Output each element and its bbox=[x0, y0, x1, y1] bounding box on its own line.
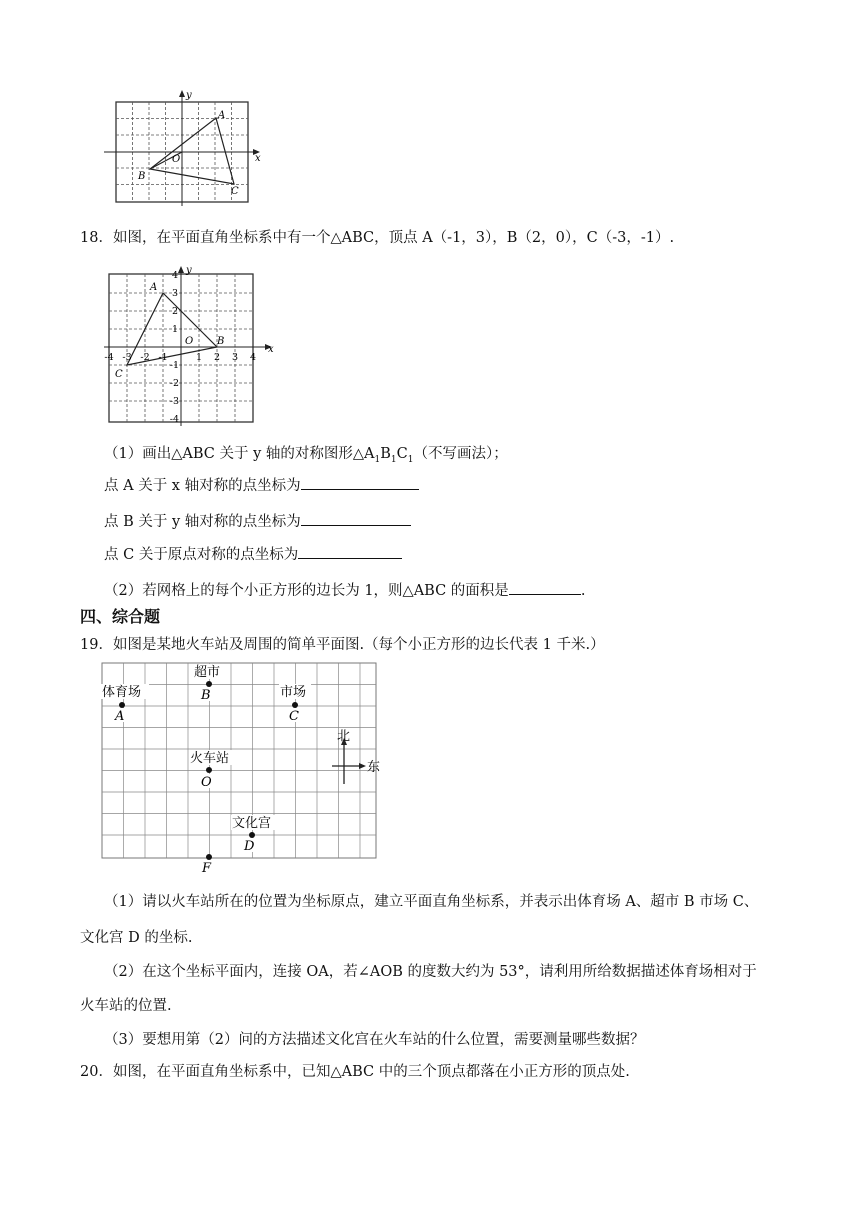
q20-number: 20． bbox=[80, 1064, 113, 1080]
point-b bbox=[206, 681, 212, 687]
label-f: F bbox=[202, 861, 212, 876]
label-d: D bbox=[244, 839, 255, 854]
q18-ytick: -2 bbox=[169, 378, 179, 389]
q17-x-label: x bbox=[255, 153, 261, 164]
q18-ytick: -3 bbox=[169, 396, 179, 407]
label-c: C bbox=[289, 709, 299, 724]
q17-origin-label: O bbox=[172, 154, 181, 165]
q18-xtick: -3 bbox=[122, 352, 132, 363]
q18-ytick: 2 bbox=[171, 306, 178, 317]
q18-y-label: y bbox=[186, 265, 192, 276]
q17-c-label: C bbox=[231, 186, 239, 197]
q18-coordinate-figure bbox=[100, 264, 280, 428]
q19-stem-text: 如图是某地火车站及周围的简单平面图.（每个小正方形的边长代表 1 千米.） bbox=[112, 637, 605, 653]
q18-xtick: 3 bbox=[231, 352, 239, 363]
q18-ytick: 3 bbox=[171, 288, 178, 299]
q18-origin-label: O bbox=[185, 336, 194, 347]
q18-xtick: 2 bbox=[213, 352, 221, 363]
q19-part2-line2: 火车站的位置. bbox=[80, 998, 172, 1014]
point-c bbox=[292, 702, 298, 708]
q20-stem-text: 如图，在平面直角坐标系中，已知△ABC 中的三个顶点都落在小正方形的顶点处. bbox=[112, 1064, 630, 1080]
q17-a-label: A bbox=[218, 110, 226, 121]
q18-stem bbox=[80, 226, 674, 247]
q19-part1-line2: 文化宫 D 的坐标. bbox=[80, 930, 193, 946]
point-f bbox=[206, 854, 212, 860]
q18-xtick: 1 bbox=[195, 352, 203, 363]
q17-y-label: y bbox=[186, 90, 192, 101]
q19-part2-line1: （2）在这个坐标平面内，连接 OA，若∠AOB 的度数大约为 53°，请利用所给数据描述体育场相对于 bbox=[104, 964, 757, 980]
q18-line-a: 点 A 关于 x 轴对称的点坐标为 bbox=[104, 474, 419, 495]
q17-b-label: B bbox=[138, 171, 146, 182]
label-o: O bbox=[201, 775, 212, 790]
q18-c-label: C bbox=[115, 369, 123, 380]
q18-ytick: 4 bbox=[171, 270, 178, 281]
q18-b-label: B bbox=[217, 336, 225, 347]
section-title: 四、综合题 bbox=[80, 607, 161, 626]
label-b: B bbox=[201, 688, 211, 703]
q18-answer-blank-area[interactable] bbox=[509, 580, 581, 595]
q18-xtick: -1 bbox=[158, 352, 168, 363]
q18-part1: （1）画出△ABC 关于 y 轴的对称图形$\triangle A_1B_1C_1$（不写画法）； bbox=[104, 446, 508, 465]
compass-icon bbox=[326, 726, 386, 788]
label-market: 市场 bbox=[280, 685, 307, 700]
q18-number: 18． bbox=[80, 230, 113, 246]
label-station: 火车站 bbox=[190, 751, 230, 766]
q18-answer-blank-b[interactable] bbox=[301, 511, 411, 526]
q18-line-c: 点 C 关于原点对称的点坐标为 bbox=[104, 543, 402, 564]
point-a bbox=[119, 702, 125, 708]
q18-a-label: A bbox=[150, 282, 158, 293]
label-palace: 文化宫 bbox=[232, 816, 272, 831]
label-stadium: 体育场 bbox=[102, 685, 142, 700]
q19-number: 19． bbox=[80, 637, 113, 653]
q19-part1-line1: （1）请以火车站所在的位置为坐标原点，建立平面直角坐标系，并表示出体育场 A、超市 B 市场 C、 bbox=[104, 894, 759, 910]
q18-xtick: -2 bbox=[140, 352, 150, 363]
q17-figure bbox=[100, 88, 270, 208]
q20-stem bbox=[80, 1060, 630, 1081]
q19-stem bbox=[80, 633, 605, 654]
q18-ytick: -1 bbox=[169, 360, 179, 371]
label-supermarket: 超市 bbox=[194, 665, 221, 680]
q18-part2: （2）若网格上的每个小正方形的边长为 1，则△ABC 的面积是 . bbox=[104, 579, 585, 600]
q18-line-b: 点 B 关于 y 轴对称的点坐标为 bbox=[104, 510, 411, 531]
q18-answer-blank-c[interactable] bbox=[298, 544, 402, 559]
q19-part3: （3）要想用第（2）问的方法描述文化宫在火车站的什么位置，需要测量哪些数据？ bbox=[104, 1032, 645, 1048]
q18-ytick: -4 bbox=[169, 414, 179, 425]
q17-triangle bbox=[150, 118, 234, 184]
q18-x-label: x bbox=[268, 344, 274, 355]
q18-xtick: -4 bbox=[104, 352, 114, 363]
q18-answer-blank-a[interactable] bbox=[301, 475, 419, 490]
point-o bbox=[206, 767, 212, 773]
north-label: 北 bbox=[337, 729, 351, 744]
point-d bbox=[249, 832, 255, 838]
q18-ytick: 1 bbox=[171, 324, 178, 335]
label-a: A bbox=[115, 709, 125, 724]
q18-stem-text: 如图，在平面直角坐标系中有一个△ABC，顶点 A（-1，3），B（2，0），C（-3，-1）. bbox=[112, 230, 675, 246]
east-label: 东 bbox=[367, 760, 381, 775]
q18-xtick: 4 bbox=[249, 352, 257, 363]
